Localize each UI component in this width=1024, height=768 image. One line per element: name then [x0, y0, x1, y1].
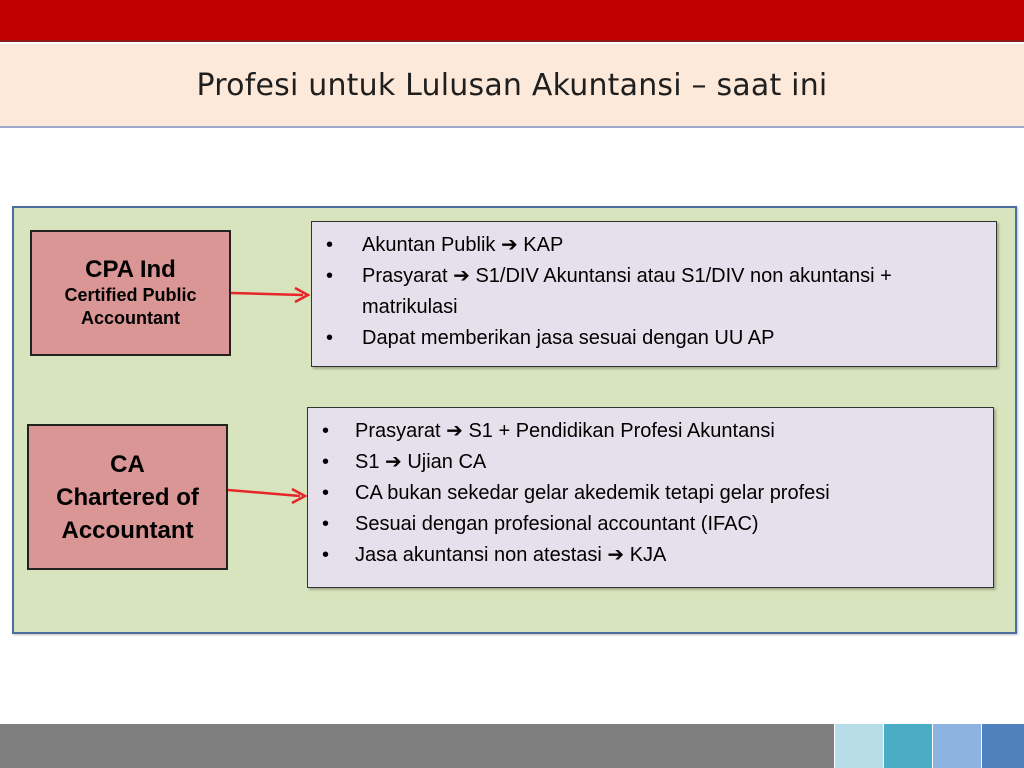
- footer-square: [982, 724, 1024, 768]
- cpa-role-box: [30, 230, 231, 356]
- cpa-arrow-icon: [231, 285, 313, 305]
- list-item: • CA bukan sekedar gelar akedemik tetapi gelar profesi: [322, 482, 830, 504]
- cpa-points-list: [322, 230, 990, 354]
- top-accent-bar: [0, 0, 1024, 42]
- list-item: • S1 ➔ Ujian CA: [322, 451, 487, 473]
- ca-info-box: [307, 407, 994, 588]
- ca-name: Chartered of Accountant: [56, 483, 199, 544]
- ca-code: CA: [110, 450, 145, 478]
- list-item: • Prasyarat ➔ S1/DIV Akuntansi atau S1/DIV non akuntansi + matrikulasi: [326, 265, 892, 318]
- footer-band: [0, 724, 834, 768]
- list-item: • Sesuai dengan profesional accountant (IFAC): [322, 513, 759, 535]
- footer-square: [933, 724, 981, 768]
- cpa-info-box: [311, 221, 997, 367]
- list-item: • Jasa akuntansi non atestasi ➔ KJA: [322, 544, 667, 566]
- ca-role-box: [27, 424, 228, 570]
- cpa-name: Certified Public Accountant: [64, 285, 197, 328]
- slide-title: Profesi untuk Lulusan Akuntansi – saat ini: [196, 67, 828, 103]
- ca-arrow-icon: [228, 485, 310, 505]
- cpa-code: CPA Ind: [85, 256, 176, 283]
- footer-square: [835, 724, 883, 768]
- list-item: • Prasyarat ➔ S1 + Pendidikan Profesi Akuntansi: [322, 420, 775, 442]
- footer-square: [884, 724, 932, 768]
- list-item: • Dapat memberikan jasa sesuai dengan UU AP: [326, 327, 775, 349]
- list-item: • Akuntan Publik ➔ KAP: [326, 234, 564, 256]
- title-band: [0, 44, 1024, 128]
- ca-points-list: [318, 416, 987, 571]
